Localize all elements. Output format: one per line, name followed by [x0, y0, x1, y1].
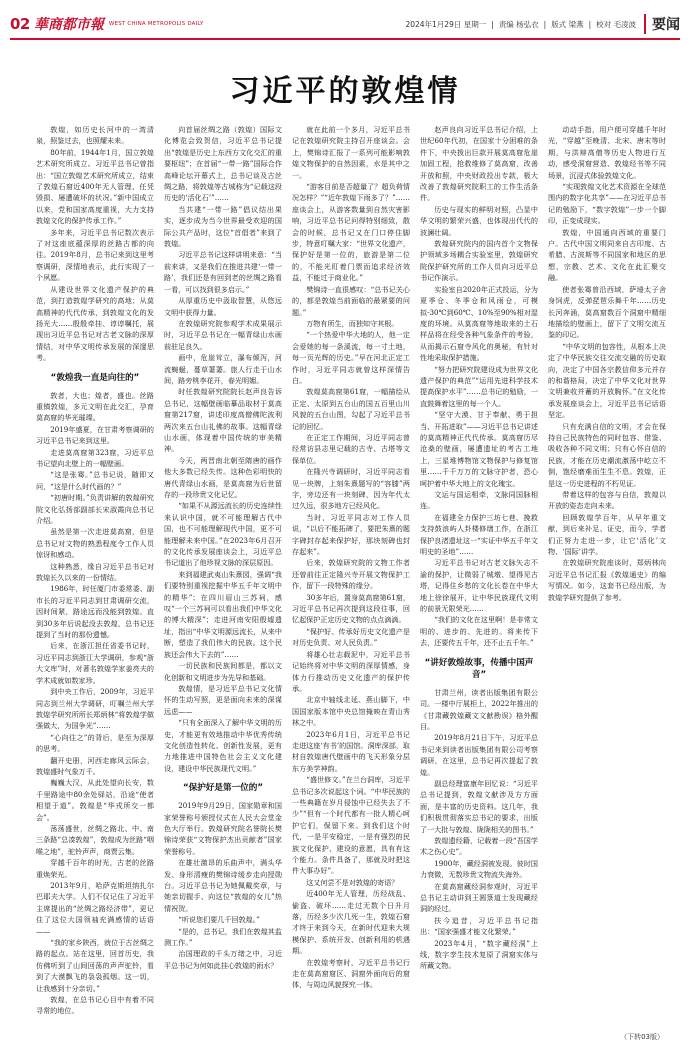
- paragraph: 带着这样的包容与自信，敦煌以开放的姿态走向未来。: [548, 490, 666, 511]
- paragraph: 从建设世界文化遗产保护的典范，到打造敦煌学研究的高地；从莫高精神的代代传承，到敦煌文化的发扬光大……殷殷牵挂、谆谆嘱托，展现出习近平总书记对古老文脉的深厚情结，对中华文明传承发展的深邃思考。: [36, 284, 154, 363]
- paragraph: 2023年4月，“数字藏经洞”上线，数字孪生技术复原了洞窟实体与所藏文物。: [420, 938, 538, 971]
- paragraph: 2023年6月1日，习近平总书记走进这座‘有书’的国馆。洞库深部，取材自敦煌唐代壁画中的飞天形象分层东方美学神韵。: [292, 729, 410, 773]
- header-divider: [10, 38, 680, 40]
- paragraph: 敦煌遗经籍，记载着一段“吾国学术之伤心史”。: [420, 835, 538, 857]
- paragraph: “是的，总书记，我们在敦煌其监测工作。”: [164, 926, 282, 948]
- paragraph: 一切民族和民族间都是，都以文化创新和文明进步为先导和基础。: [164, 661, 282, 682]
- paragraph: 在敦煌研究院座谈时，郑炳林向习近平总书记汇报《敦煌通史》的编写情况。如今，这套书已经出版，为敦煌学研究提供了参考。: [548, 558, 666, 602]
- paragraph: 北京中轴线北延、燕山脚下，中国国家版本馆中央总馆掩映在青山秀林之中。: [292, 695, 410, 728]
- paragraph: 后来，在浙江担任省委书记时，习近平同志到浙江大学调研，参观“浙大文库”时，对著名敦煌学家姜亮夫的学术成就如数家珍。: [36, 641, 154, 685]
- paragraph: 副总经理富康年回忆说：“习近平总书记提到，敦煌文献涉及方方面面，是丰富的历史资料。这几年，我们积极贯彻落实总书记的要求，出版了一大批与敦煌、陇陇相关的图书。”: [420, 778, 538, 834]
- paragraph: 历史与现实的鲜明对照，凸显中华文明的繁荣兴盛，也体现出代代的波澜壮阔。: [420, 204, 538, 237]
- paragraph: 敦煌研究院内的国内首个文物保护领域多场耦合实验室里，敦煌研究院保护研究所的工作人员向习近平总书记作演示。: [420, 239, 538, 283]
- section-heading: “保护好是第一位的”: [182, 783, 264, 794]
- paragraph: 向首届丝绸之路（敦煌）国际文化博览会致贺信，习近平总书记提出“敦煌是历史上东西方文化交汇的重要枢纽”；在首届“一带一路”国际合作高峰论坛开幕式上，总书记谈及古丝绸之路，将敦煌等古城称为“记载这段历史的‘活化石’”……: [164, 125, 282, 203]
- masthead: [10, 12, 680, 36]
- article-column: [548, 124, 666, 1024]
- newspaper-logo: 華商都市報: [33, 17, 104, 33]
- article-body: [36, 124, 666, 1024]
- paragraph: 敦煌，中国通向西域的重要门户。古代中国文明同来自古印度、古希腊、古波斯等不同国家和地区的思想、宗教、艺术、文化在此汇聚交融。: [548, 227, 666, 283]
- continued-note: （下转03版）: [620, 1033, 664, 1041]
- paragraph: 实验室自2020年正式投运，分为夏季仓、冬季仓和风雨仓，可模拟-30℃到60℃、10%至90%相对湿度的环境。从莫高窟等地取来的土石样品将在经受各种气象条件的考验，从而揭示石窟寺风化的奥秘，有针对性地采取保护措施。: [420, 284, 538, 363]
- paragraph: 今天，两晋南北朝至隋唐的画作他大多数已经失传。这种色彩明快的唐代青绿山水画，是莫高窟为后世留存的一段珍贵文化记忆。: [164, 455, 282, 499]
- paragraph: 后来，敦煌研究院的文物工作者还曾前往正定隆兴寺开展文物保护工作，留下一段特殊的缘分。: [292, 558, 410, 591]
- paragraph: 这种熟悉，缘自习近平总书记对敦煌长久以来的一份情结。: [36, 561, 154, 583]
- paragraph: 治国理政的千头万绪之中，习近平总书记为何如此挂心敦煌的雨水？: [164, 949, 282, 970]
- paragraph: 2013年9月，哈萨克斯坦纳扎尔巴耶夫大学。人们不仅记住了习近平主席提出的“丝绸之路经济带”，更记住了这位大国领袖充满感情的话语——: [36, 881, 154, 936]
- paragraph: 当时，习近平同志对工作人员说，“以后不能拓碑了，要把朱熹的题字碑封存起来保护好，那块刻碑也封存起来”。: [292, 512, 410, 557]
- paragraph: “初唐时期。”负责讲解的敦煌研究院文化弘扬部副部长宋淑霞向总书记介绍。: [36, 493, 154, 525]
- paragraph: 敦煌，如历史长河中的一湾清泉，照鉴过去，也照耀未来。: [36, 125, 154, 146]
- issue-date: 2024年1月29日 星期一: [405, 19, 487, 29]
- designer-credit: 版式 梁燕: [551, 19, 584, 29]
- paragraph: 文运与国运相牵，文脉同国脉相连。: [420, 490, 538, 511]
- paragraph: “心向往之”的背后，是至为深厚的思考。: [36, 732, 154, 754]
- paragraph: 2019年盛夏，在甘肃考察调研的习近平总书记来到这里。: [36, 424, 154, 446]
- paragraph: 80年前，1944年1月，国立敦煌艺术研究所成立。习近平总书记曾指出：“国立敦煌艺术研究所成立，结束了敦煌石窟近400年无人管理、任凭毁损、屡遭破坏的状况。”新中国成立以来，党和国家高度重视，大力支持敦煌文化的保护传承工作。”: [36, 147, 154, 226]
- paragraph: 巍巍大汉，从此处望向长安，数千里路途中80余处驿站，沿途“使者相望于道”。敦煌是“华戎所交一都会”。: [36, 778, 154, 822]
- paragraph: 荡荡盛世，丝绸之路北、中、南三条路“总凑敦煌”，敦煌成为丝路“咽喉之地”，驼铃声声，商贾云集。: [36, 823, 154, 856]
- paragraph: “努力把研究院建设成为世界文化遗产保护的典范”“运用先进科学技术提高保护水平”……总书记的勉励，一直鼓舞着这里的每一个人。: [420, 364, 538, 408]
- paragraph: 虽然是第一次走进莫高窟，但是总书记对文物的熟悉程度令工作人员惊讶和感动。: [36, 527, 154, 560]
- paragraph: 穿越千百年的时光，古老的丝路重焕荣光。: [36, 858, 154, 879]
- paragraph: 动动手指，用户便可穿越千年时光，“穿越”至晚清、北宋、唐末等时期，与洪辩高僧等历史人物进行互动，感受洞窟营造、敦煌经书等不同场景，沉浸式体验敦煌文化。: [548, 125, 666, 180]
- paragraph: 敦者，大也；煌者，盛也。丝路重镇敦煌，多元文明在此交汇，孕育莫高窟的华光璀璨。: [36, 390, 154, 423]
- page-number: 02: [10, 15, 30, 33]
- article-column: [36, 124, 154, 1024]
- paragraph: “我们的文化在这里啊！是非常文明的、进步的、先进的。将来传下去，还要传五千年，还不止五千年。”: [420, 615, 538, 648]
- paragraph: 在敦煌考察时，习近平总书记行走在莫高窟窟区、洞窟外面向后的窟体，与周边风貌探究一体。: [292, 957, 410, 990]
- paragraph: 在隆兴寺调研时，习近平同志看见一块牌，上刻朱熹题写的“容膝”两字，旁边还有一块刻碑，因为年代太过久远，很多地方已经风化。: [292, 467, 410, 511]
- paragraph: 甘肃兰州，读者出版集团有限公司。一楼中厅展柜上，2022年推出的《甘肃藏敦煌藏文文献勘误》格外醒目。: [420, 687, 538, 731]
- paragraph: “盛世修文。”在兰台洞库，习近平总书记多次说起这个词。“中华民族的一些典籍在岁月侵蚀中已经失去了不少”“但有一个时代都有一批人精心呵护它们，保留下来。到我们这个时代，一是平安稳定，一是有强烈的民族文化保护、建设的意愿，具有有这个能力。条件具备了，那就及时把这件大事办好”。: [292, 775, 410, 876]
- paragraph: “坚守大漠、甘于奉献、勇于担当、开拓进取”——习近平总书记讲述的莫高精神正代代传承。莫高窟历尽沧桑的壁画，屡遭遗址的考古工地上，三星堆博物馆文物保护与修复馆里……千千万万的文脉守护者，恐心呵护着中华大地上的文化瑰宝。: [420, 410, 538, 488]
- paragraph: 2019年8月21日下午，习近平总书记来到读者出版集团有限公司考察调研，在这里，总书记再次提起了敦煌。: [420, 733, 538, 777]
- article-headline: 习近平的敦煌情: [229, 74, 461, 109]
- paragraph: 多年来，习近平总书记数次表示了对这座底蕴深厚的丝路古都的向往。2019年8月，总书记来到这里考察调研，深情地表示，此行实现了一个夙愿。: [36, 227, 154, 283]
- paragraph: 将雄心壮志载泥中，习近平总书记始终将对中华文明的深厚情感，身体力行推动历史文化遗产的保护传承。: [292, 649, 410, 693]
- paragraph: 扶今追昔，习近平总书记指出：“国家强盛才能文化繁荣。”: [420, 915, 538, 937]
- paragraph: 赵声良向习近平总书记介绍，上世纪60年代初，在国家十分困难的条件下，中央拨出巨款开展莫高窟危崖加固工程，抢救维修了莫高窟，改善开放和照，中央财政投出专款，极大改善了敦煌研究院职工的工作生活条件。: [420, 125, 538, 203]
- article-column: [164, 124, 282, 1024]
- paragraph: “一个热爱中华大地的人，他一定会爱她的每一条溪流，每一寸土地，每一页光辉的历史。”早在河北正定工作时，习近平同志就曾这样深情告白。: [292, 330, 410, 385]
- paragraph: 在莫高窟藏经洞参观时，习近平总书记主动讲到王圆箓道士发现藏经洞的经过。: [420, 881, 538, 914]
- paragraph: “只有全面深入了解中华文明的历史，才能更有效地推动中华优秀传统文化创造性转化、创新性发展，更有力地推进中国特色社会主义文化建设，建设中华民族现代文明。”: [164, 718, 282, 773]
- paragraph: 到中央工作后，2009年，习近平同志到兰州大学调研，叮嘱兰州大学敦煌学研究所所长郑炳林“将敦煌学做强做大，为国争光”……: [36, 687, 154, 731]
- paragraph: 画中，危崖耸立，瀑布倾泻，河流蜿蜒，蔓草萋萋。旅人行走于山水间，路旁桃李花开，春光明媚。: [164, 353, 282, 385]
- paragraph: 近400年无人管理，历经战乱、偷盗、破坏……走过无数个日升月落，历经多少次几死一生，敦煌石窟才终于来到今天，在新时代迎来大规模保护、系统开发、创新利用的机遇期。: [292, 889, 410, 956]
- paragraph: 来到福建武夷山朱熹园，强调“我们要特别重视挖掘中华五千年文明中的精华”；在四川眉山三苏祠，感叹“一个三苏祠可以看出我们中华文化的博大精深”；走进河南安阳殷墟遗址，指出“中华文明源远流长，从来中断，塑造了我们伟大的民族。这个民族还会伟大下去的”……: [164, 569, 282, 659]
- section-label: 要闻: [644, 14, 680, 34]
- editor-credit: 责编 杨弘衣: [498, 19, 539, 29]
- paragraph: 1986年，时任厦门市委常委、副市长的习近平同志到甘肃调研交流，因时间紧，路途远而没能到敦煌。直到30多年后说起没去敦煌，总书记还提到了当时的那份遗憾。: [36, 584, 154, 640]
- section-heading: “讲好敦煌故事，传播中国声音”: [424, 657, 534, 680]
- paragraph: “游客目前是否超量了？超负荷情况怎样？”“近年敦煌下雨多了？”……座谈会上，从游客数量到自然灾害影响，习近平总书记问得特别细致，散会的时候，总书记又在门口停住脚步，特意叮嘱大家：“世界文化遗产，保护好是第一位的，旅游是第二位的，不能光盯着门票而追求经济效益，不能过于商业化。”: [292, 182, 410, 283]
- paragraph: “保护好、传承好历史文化遗产是对历史负责、对人民负责。”: [292, 626, 410, 648]
- paragraph: 使者张骞曾沿西域，萨埵太子舍身饲虎，反弹琵琶乐舞千年……历史长河奔涌，莫高窟数百个洞窟中精细地描绘的壁画上，留下了文明交流互鉴的印记。: [548, 284, 666, 340]
- paragraph: 就在此前一个多月，习近平总书记在敦煌研究院主持召开座谈会。会上，樊锦诗汇报了一系列可能影响敦煌文物保护的自然因素，水是其中之一。: [292, 125, 410, 180]
- paragraph: 习近平总书记这样讲明来意：“当前来讲，又是我们在推进共建‘一带一路’，我们还是有回到老的丝绸之路看一看，可以找到很多启示。”: [164, 250, 282, 294]
- article-column: [420, 124, 538, 1024]
- paragraph: 从厚重历史中汲取智慧，从悠远文明中获得力量。: [164, 296, 282, 317]
- paragraph: 在福建全力保护三坊七巷、挽救支持鼓浪屿人卦楼修缮工作，在浙江保护良渚遗址这一“实证中华五千年文明史的圣地”……: [420, 512, 538, 557]
- paragraph: 习近平总书记对古老文脉矢志不渝的保护，让微弱了城墩、望得见古塔，记得住乡愁的文化长卷在中华大地上徐徐展开，让中华民族现代文明的前景无限荣光……: [420, 558, 538, 614]
- paragraph: “我的家乡陕西，就位于古丝绸之路的起点。站在这里，回首历史，我仿佛听到了山间回荡的声声驼铃，看到了大漠飘飞的袅袅孤烟。这一切，让我感到十分亲切。”: [36, 938, 154, 993]
- paragraph: 在敦煌研究院参观学术成果展示时，习近平总书记在一幅青绿山水画前驻足良久。: [164, 318, 282, 351]
- paragraph: 敦煌，在总书记心目中有着不同寻常的地位。: [36, 995, 154, 1016]
- paragraph: 敦煌情，是习近平总书记文化情怀的生动写照，更是面向未来的深谋远虑——: [164, 683, 282, 716]
- paragraph: 在正定工作期间，习近平同志曾经常访县志里记载的古寺、古塔等文保单位。: [292, 432, 410, 465]
- paragraph: “中华文明的包容性，从根本上决定了中华民族交往交流交融的历史取向，决定了中国各宗教信仰多元并存的和谐格局，决定了中华文化对世界文明兼收并蓄的开放胸怀。”在文化传承发展座谈会上，习近平总书记话语坚定。: [548, 341, 666, 420]
- paragraph: 樊锦诗一直很感叹：“总书记关心的，都是敦煌当前面临的最紧要的问题。”: [292, 284, 410, 317]
- paragraph: “实现敦煌文化艺术资源在全球范围内的数字化共享”——在习近平总书记的勉励下，“数字敦煌”一步一个脚印，正变成现实。: [548, 182, 666, 226]
- paragraph: 这又何尝不是对敦煌的寄语？: [306, 877, 399, 887]
- issue-meta: 2024年1月29日 星期一 | 责编 杨弘衣 | 版式 梁燕 | 校对 毛凌波: [405, 19, 636, 29]
- paragraph: 当共建“一带一路”倡议结出果实，逐步成为当今世界最受欢迎的国际公共产品时，这位“首倡者”来到了敦煌。: [164, 204, 282, 249]
- section-heading: “敦煌我一直是向往的”: [50, 372, 140, 383]
- proofreader-credit: 校对 毛凌波: [596, 19, 636, 29]
- paragraph: 走进莫高窟第323窟，习近平总书记望向北壁上的一幅壁画。: [36, 447, 154, 468]
- paragraph: “如果不从源远流长的历史连续性来认识中国，就不可能理解古代中国，也不可能理解现代中国，更不可能理解未来中国。”在2023年6月召开的文化传承发展座谈会上，习近平总书记道出了他珍视文脉的深层原因。: [164, 501, 282, 568]
- paragraph: 30多年后，置身莫高窟第61窟，习近平总书记再次提到这段往事，回忆起保护正定历史文物的点点滴滴。: [292, 592, 410, 625]
- paragraph: 万物有所生，而独知守其根。: [306, 318, 399, 328]
- paragraph: 翻开史册，河西走廊风云际会，敦煌盛时气象万千。: [36, 755, 154, 776]
- paragraph: 只有充满自信的文明，才会在保持自己民族特色的同时包容、借鉴、吸收各种不同文明；只有心怀自信的民族，才能在历史潮流激荡中屹立不倒，饱经磨难而生生不息。敦煌，正是这一历史进程的不朽见证。: [548, 421, 666, 488]
- article-column: [292, 124, 410, 1024]
- paragraph: “这是张骞。”总书记说，随即又问，“这是什么时代画的？”: [36, 470, 154, 491]
- paragraph: 时任敦煌研究院院长赵声良告诉总书记，这幅壁画临摹品取材于莫高窟第217窟，讲述印度高僧佛陀波利两次来五台山礼佛的故事。这幅青绿山水画，体现着中国传统的审美精神。: [164, 387, 282, 454]
- paragraph: 敦煌莫高窟第61窟，一幅描绘从正定、太原到五台山的国五百里山川风貌的五台山图，勾起了习近平总书记的回忆。: [292, 387, 410, 431]
- paragraph: “听说您们要几千回敦煌。”: [178, 915, 260, 925]
- newspaper-english-name: WEST CHINA METROPOLIS DAILY: [108, 21, 204, 27]
- paragraph: 回顾敦煌学百年，从早年重文献，到后来补足、证史，而今，学者们正努力走进一步，让它‘活化’文物、‘国际’讲学。: [548, 512, 666, 557]
- paragraph: 在雄壮激昂的乐曲声中，满头华发、身形清瘦的樊锦诗缓步走向授勋台。习近平总书记为她佩戴奖章，与她亲切握手、向这位“敦煌的女儿”热情祝贺。: [164, 858, 282, 913]
- paragraph: 2019年9月29日，国家勋章和国家荣誉称号颁授仪式在人民大会堂金色大厅举行。敦煌研究院名誉院长樊锦诗荣获“文物保护杰出贡献者”国家荣誉称号。: [164, 801, 282, 856]
- paragraph: 1900年，藏经洞被发现。彼时国力衰微，无数珍贵文物流失海外。: [420, 858, 538, 880]
